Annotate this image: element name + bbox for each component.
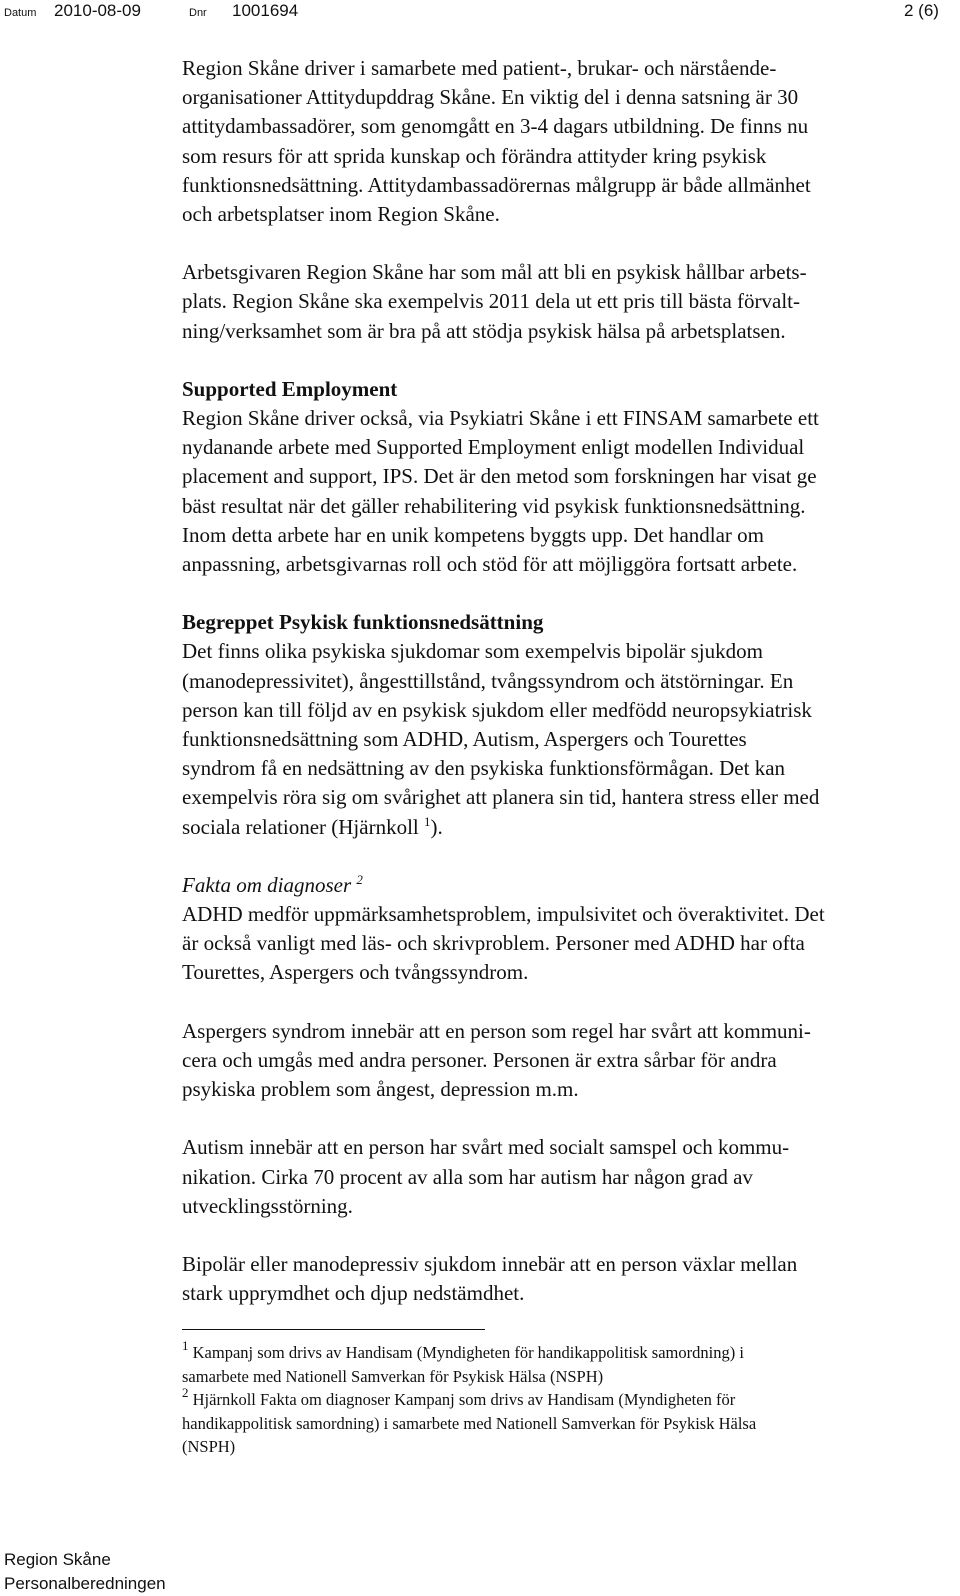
footer-org: Region Skåne — [4, 1550, 111, 1569]
text-line: placement and support, IPS. Det är den metod som forskningen har visat ge — [182, 464, 817, 489]
footnote-ref[interactable]: 1 — [423, 813, 431, 829]
section-supported-employment — [182, 375, 960, 579]
footnote-1 — [182, 1338, 942, 1388]
text-line: Inom detta arbete har en unik kompetens byggts upp. Det handlar om — [182, 522, 765, 547]
text-line: Bipolär eller manodepressiv sjukdom innebär att en person växlar mellan — [182, 1251, 798, 1276]
text-line: psykiska problem som ångest, depression m.m. — [182, 1077, 579, 1102]
text-line: ning/verksamhet som är bra på att stödja psykisk hälsa på arbetsplatsen. — [182, 318, 786, 343]
footnote-number: 2 — [182, 1385, 189, 1401]
date-label: Datum — [4, 7, 37, 19]
text-fragment: ). — [430, 814, 443, 839]
text-line: anpassning, arbetsgivarnas roll och stöd för att möjliggöra fortsatt arbete. — [182, 552, 798, 577]
text-fragment: Hjärnkoll Fakta om diagnoser Kampanj som drivs av Handisam (Myndigheten för — [188, 1390, 736, 1409]
text-line: Region Skåne driver i samarbete med patient-, brukar- och närstående- — [182, 56, 777, 80]
footer-unit: Personalberedningen — [4, 1574, 166, 1593]
text-line: organisationer Attitydupddrag Skåne. En viktig del i denna satsning är 30 — [182, 85, 799, 110]
text-line: cera och umgås med andra personer. Personen är extra sårbar för andra — [182, 1047, 777, 1072]
text-line: funktionsnedsättning. Attitydambassadörernas målgrupp är både allmänhet — [182, 172, 811, 197]
footnotes — [182, 1338, 942, 1459]
text-line: (manodepressivitet), ångesttillstånd, tvångssyndrom och ätstörningar. En — [182, 668, 794, 693]
text-line: person kan till följd av en psykisk sjukdom eller medfödd neuropsykiatrisk — [182, 697, 812, 722]
text-fragment: sociala relationer (Hjärnkoll — [182, 814, 424, 839]
footnote-number: 1 — [182, 1338, 189, 1354]
text-line: Region Skåne driver också, via Psykiatri Skåne i ett FINSAM samarbete ett — [182, 406, 819, 431]
paragraph-bipolar — [182, 1250, 960, 1308]
page-number: 2 (6) — [904, 1, 939, 20]
text-line: Autism innebär att en person har svårt med socialt samspel och kommu- — [182, 1135, 790, 1160]
text-line: stark upprymdhet och djup nedstämdhet. — [182, 1281, 525, 1306]
text-line — [182, 813, 960, 842]
text-line: (NSPH) — [182, 1437, 236, 1456]
italic-heading — [182, 871, 960, 900]
text-line — [182, 1338, 942, 1365]
footnote-ref[interactable]: 2 — [356, 872, 363, 888]
dnr-label: Dnr — [189, 7, 207, 19]
footnote-divider — [182, 1329, 485, 1330]
paragraph-employer — [182, 258, 960, 346]
text-line — [182, 1385, 942, 1412]
dnr-value: 1001694 — [232, 1, 299, 20]
section-heading: Supported Employment — [182, 376, 398, 401]
text-line: ADHD medför uppmärksamhetsproblem, impulsivitet och överaktivitet. Det — [182, 902, 825, 927]
section-fakta — [182, 871, 960, 988]
date-value: 2010-08-09 — [54, 1, 141, 20]
text-line: Aspergers syndrom innebär att en person som regel har svårt att kommuni- — [182, 1018, 811, 1043]
section-begreppet — [182, 608, 960, 842]
page-footer — [4, 1548, 166, 1596]
text-line: bäst resultat när det gäller rehabilitering vid psykisk funktionsnedsättning. — [182, 493, 806, 518]
text-line: exempelvis röra sig om svårighet att planera sin tid, hantera stress eller med — [182, 785, 820, 810]
paragraph-aspergers — [182, 1017, 960, 1105]
text-line: attitydambassadörer, som genomgått en 3-4 dagars utbildning. De finns nu — [182, 114, 809, 139]
text-line: nikation. Cirka 70 procent av alla som har autism har någon grad av — [182, 1164, 753, 1189]
text-line: samarbete med Nationell Samverkan för Psykisk Hälsa (NSPH) — [182, 1366, 604, 1386]
text-line: Arbetsgivaren Region Skåne har som mål att bli en psykisk hållbar arbets- — [182, 260, 807, 285]
footnote-2 — [182, 1385, 942, 1459]
text-line: Tourettes, Aspergers och tvångssyndrom. — [182, 960, 529, 985]
text-line: funktionsnedsättning som ADHD, Autism, Aspergers och Tourettes — [182, 727, 747, 752]
text-line: Det finns olika psykiska sjukdomar som exempelvis bipolär sjukdom — [182, 639, 763, 664]
text-line: syndrom få en nedsättning av den psykiska funktionsförmågan. Det kan — [182, 756, 786, 781]
text-line: och arbetsplatser inom Region Skåne. — [182, 202, 500, 227]
text-line: utvecklingsstörning. — [182, 1193, 353, 1218]
section-heading: Begreppet Psykisk funktionsnedsättning — [182, 610, 544, 635]
page-header — [4, 0, 952, 24]
text-line: nydanande arbete med Supported Employment enligt modellen Individual — [182, 435, 805, 460]
document-body — [182, 54, 960, 1337]
paragraph-autism — [182, 1133, 960, 1221]
italic-heading-text: Fakta om diagnoser — [182, 872, 357, 897]
paragraph-intro — [182, 54, 960, 229]
text-line: är också vanligt med läs- och skrivproblem. Personer med ADHD har ofta — [182, 931, 805, 956]
text-line: handikappolitisk samordning) i samarbete med Nationell Samverkan för Psykisk Hälsa — [182, 1413, 757, 1433]
text-line: som resurs för att sprida kunskap och förändra attityder kring psykisk — [182, 143, 767, 168]
text-fragment: Kampanj som drivs av Handisam (Myndigheten för handikappolitisk samordning) i — [188, 1343, 744, 1362]
text-line: plats. Region Skåne ska exempelvis 2011 dela ut ett pris till bästa förvalt- — [182, 289, 801, 314]
